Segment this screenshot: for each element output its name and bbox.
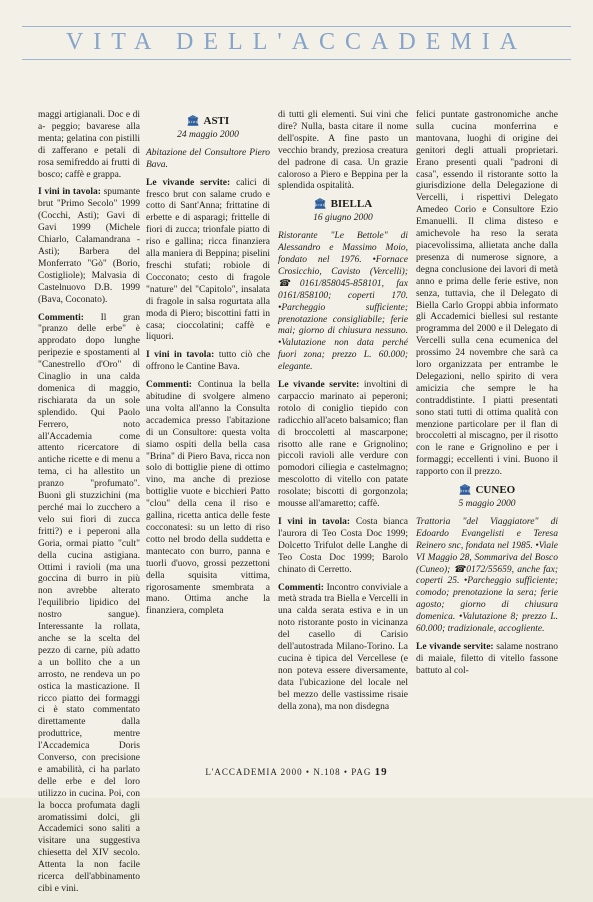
- asti-date: 24 maggio 2000: [177, 129, 239, 140]
- asti-vivande: Le vivande servite: calici di fresco brut con salame crudo e cotto di Sant'Anna; frittatine di erbette e di asparagi; frittelle di fiori di zucca; trionfale piatto di riso e gallina; ricca finanziera alla maniera di Beppina; piselini freschi stufati; robiole di Cocconato; cesto di fragole "nature" del "Capitolo", insalata di fragole in salsa rogurtata alla moda di Piero; biscottini fatti in casa; cioccolatini; caffè e liquori.: [146, 177, 270, 343]
- cuneo-intro: Trattoria "del Viaggiatore" di Edoardo Evangelisti e Teresa Reinero snc, fondata nel 1985. •Viale VI Maggio 28, Sommariva del Bosco (Cuneo); ☎0172/55659, anche fax; coperti 25. •Parcheggio sufficiente; comodo; prenotazione la sera; ferie agosto; giorno di chiusura domenica. •Valutazione 8; prezzo L. 60.000; tradizionale, accogliente.: [416, 516, 558, 635]
- academy-emblem-icon: 🏛: [458, 485, 472, 497]
- page-number: 19: [374, 766, 388, 778]
- col3-paragraph: di tutti gli elementi. Sui vini che dire? Nulla, basta citare il nome dell'ospite. A fine pasto un vecchio brandy, preziosa creatura del padrone di casa. Un grazie caloroso a Piero e Beppina per la splendida ospitalità.: [278, 110, 408, 192]
- vini-label: I vini in tavola:: [38, 187, 101, 198]
- page-footer: [0, 766, 593, 778]
- column-1: [38, 110, 140, 902]
- col1-commenti: [38, 313, 140, 896]
- commenti-text: Il gran "pranzo delle erbe" è approdato dopo lunghe peripezie e spostamenti al "Canestrello d'Oro" di Cinaglio in una calda domenica di maggio, rischiarata da un sole splendido. Qui Paolo Ferrero, noto all'Accademia come attento ricercatore di antiche ricette e di menu a tema, ci ha allestito un pranzo "profumato". Buoni gli stuzzichini (ma perché mai lo zucchero a velo sui fiori di zucca fritti?) e i peperoni alla Goria, ormai piatto "cult" della cucina astigiana. Ottimi i ravioli (ma una goccina di burro in più non avrebbe alterato l'equilibrio lipidico del nostro sangue). Interessante la rollata, anche se la scelta del pezzo di carne, più adatto a un bollito che a un arrosto, ne rendeva un po ostica la masticazione. Il ricco piatto dei formaggi ci è stato commentato direttamente dalla produttrice, mentre l'Accademica Doris Converso, con precisione e amabilità, ci ha parlato delle erbe e del loro utilizzo in cucina. Poi, con la bocca profumata dagli aromatissimi dolci, gli Accademici sono saliti a visitare una suggestiva chiesetta del XIV secolo. Attenta la non facile ricerca dell'abbinamento cibi e vini.: [38, 312, 140, 894]
- asti-intro: Abitazione del Consultore Piero Bava.: [146, 147, 270, 170]
- biella-intro: Ristorante "Le Bettole" di Alessandro e Massimo Moio, fondato nel 1976. •Fornace Crosicchio, Cavisto (Vercelli); ☎0161/858045-858101, fax 0161/858100; coperti 170. •Parcheggio sufficiente; prenotazione consigliabile; ferie mai; giorno di chiusura nessuno. •Valutazione non data perché fuori zona; prezzo L. 60.000; elegante.: [278, 231, 408, 373]
- biella-vivande: Le vivande servite: involtini di carpaccio marinato ai peperoni; rotolo di coniglio tiepido con radicchio all'aceto balsamico; flan di broccoletti al mascarpone; risotto alle rane e Grignolino; piccoli ravioli alle verdure con pomodori ciliegia e castelmagno; mescolotto di vitello con patate rosolate; biscotti di gorgonzola; mousse all'amaretto; caffè.: [278, 380, 408, 510]
- biella-commenti: Commenti: Incontro conviviale a metà strada tra Biella e Vercelli in una calda serata estiva e in un noto ristorante posto in vicinanza del casello di Carisio dell'autostrada Milano-Torino. La cucina è tipica del Vercellese (e non poteva essere diversamente, data l'ubicazione del locale nel bel mezzo delle vastissime risaie della zona), ma non disdegna: [278, 582, 409, 712]
- commenti-label: Commenti:: [38, 312, 84, 323]
- footer-text: L'ACCADEMIA 2000 • N.108 • PAG: [205, 767, 372, 777]
- col4-paragraph: felici puntate gastronomiche anche sulla cucina monferrina e mantovana, luoghi di origine dei genitori degli attuali proprietari. Erano presenti quali "padroni di casa", essendo il ristorante sotto la giurisdizione della Delegazione di Vercelli, i rispettivi Delegato Amedeo Corio e Consultore Ezio Emanuelli. Il clima disteso e amichevole ha reso la serata piacevolissima, allietata anche dalla presenza di numerose signore, a degna conclusione dei lavori di metà anno e prima delle ferie estive, non senza, tuttavia, che il Delegato di Biella Carlo Groppi abbia informato gli Accademici biellesi sul restante programma del 2000 e il Delegato di Vercelli sulla cena ecumenica del prossimo 24 novembre che sarà ca loro organizzata per entrambe le Delegazioni, nello spirito di vera amicizia che sempre le ha contraddistinte. I piatti presentati sono stati tutti di ottima qualità con menzione particolare per il flan di broccoletti al miscagno, per il risotto con le rane e Grignolino e per i formaggi; eccellenti i vini. Buono il rapporto con il prezzo.: [416, 110, 558, 478]
- column-4: [416, 110, 558, 684]
- header-title: VITA DELL'ACCADEMIA: [65, 29, 528, 55]
- biella-vini: I vini in tavola: Costa bianca l'aurora di Teo Costa Doc 1999; Dolcetto Trifulot delle Langhe di Teo Costa Doc 1999; Barolo chinato di Cerretto.: [278, 517, 408, 575]
- vini-text: spumante brut "Primo Secolo" 1999 (Cocchi, Asti); Gavi di Gavi 1999 (Michele Chiarlo, Calamandrana - Asti); Barbera del Monferrato "Gò" (Borio, Costigliole); Malvasia di Castelnuovo D.B. 1999 (Bava, Coconato).: [38, 187, 140, 305]
- section-biella: 🏛 BIELLA: [313, 198, 373, 211]
- academy-emblem-icon: 🏛: [186, 116, 200, 127]
- biella-date: 16 giugno 2000: [313, 213, 373, 224]
- section-cuneo: 🏛 CUNEO: [458, 484, 516, 497]
- col1-paragraph: maggi artigianali. Doc e di a- peggio; bavarese alla menta; gelatina con pistilli di zafferano e petali di rosa semifreddo ai frutti di bosco; caffè e grappa.: [38, 110, 140, 180]
- cuneo-vivande: Le vivande servite: salame nostrano di maiale, filetto di vitello fassone battuto al col-: [416, 641, 558, 676]
- page-header: [22, 26, 571, 60]
- column-2: [146, 110, 270, 624]
- cuneo-date: 5 maggio 2000: [458, 499, 516, 509]
- column-3: [278, 110, 408, 720]
- section-asti: 🏛 ASTI: [186, 115, 230, 127]
- col1-vini: [38, 187, 140, 306]
- asti-commenti: Commenti: Continua la bella abitudine di svolgere almeno una volta all'anno la Consulta accademica presso l'abitazione di un Consultore: questa volta siamo ospiti della bella casa "Brina" di Piero Bava, ricca non solo di bottiglie piene di ottimo vino, ma anche di preziose bottiglie vuote e bicchieri Patto "clou" della cena il riso e gallina, ricetta antica delle feste cocconatesi: su un letto di riso cotto nel brodo della suddetta e mantecato con burro, panna e tuorli d'uovo, grossi pezzettoni della squisita vittima, rigorosamente smembrata a mano. Ottima anche la finanziera, completa: [146, 380, 270, 617]
- asti-vini: I vini in tavola: tutto ciò che offrono le Cantine Bava.: [146, 350, 270, 373]
- academy-emblem-icon: 🏛: [313, 199, 327, 211]
